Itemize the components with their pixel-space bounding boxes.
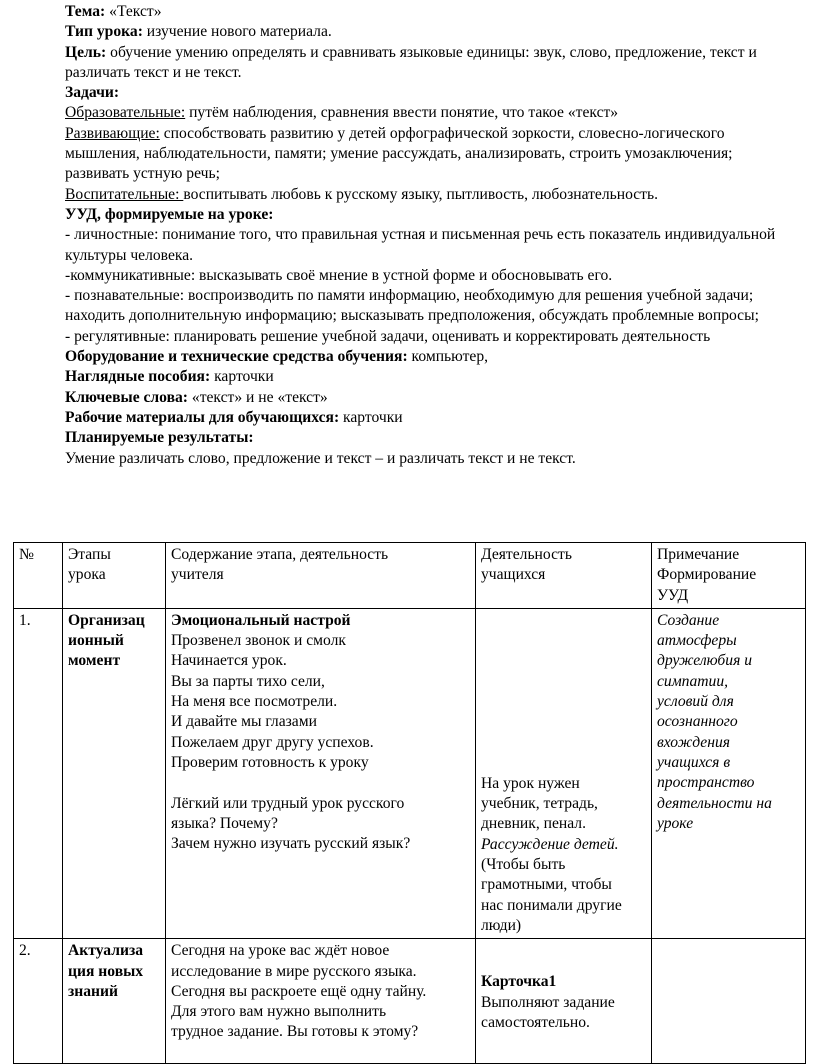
row-number: 1. (14, 608, 63, 938)
content-cell: Эмоциональный настрой Прозвенел звонок и смолк Начинается урок. Вы за парты тихо сели, На меня все посмотрели. И давайте мы глазами Пожелаем друг другу успехов. Проверим готовность к уроку Лёгкий или трудный урок русского языка? Почему? Зачем нужно изучать русский язык? (166, 608, 476, 938)
col-content-header: Содержание этапа, деятельность учителя (166, 543, 476, 609)
note-cell: Создание атмосферы дружелюбия и симпатии, условий для осознанного вхождения учащихся в пространство деятельности на уроке (652, 608, 806, 938)
lesson-plan-table (13, 542, 806, 1064)
uud-communicative: -коммуникативные: высказывать своё мнение в устной форме и обосновывать его. (65, 266, 613, 284)
card-title: Карточка1 (481, 973, 557, 991)
goal-line: Цель: обучение умению определять и сравнивать языковые единицы: звук, слово, предложение, текст и различать текст и не текст. (65, 43, 757, 81)
row-number: 2. (14, 939, 63, 1064)
uud-regulatory: - регулятивные: планировать решение учебной задачи, оценивать и корректировать деятельность (65, 327, 711, 345)
uud-personal: - личностные: понимание того, что правильная устная и письменная речь есть показатель индивидуальной культуры человека. (65, 226, 776, 264)
materials-line: Рабочие материалы для обучающихся: карточки (65, 408, 403, 426)
lesson-header (65, 2, 785, 469)
uud-heading: УУД, формируемые на уроке: (65, 205, 274, 223)
content-cell: Сегодня на уроке вас ждёт новое исследование в мире русского языка. Сегодня вы раскроете ещё одну тайну. Для этого вам нужно выполнить трудное задание. Вы готовы к этому? (166, 939, 476, 1064)
visual-aids-line: Наглядные пособия: карточки (65, 368, 274, 386)
upbringing-task: Воспитательные: воспитывать любовь к русскому языку, пытливость, любознательность. (65, 185, 659, 203)
developmental-task: Развивающие: способствовать развитию у детей орфографической зоркости, словесно-логического мышления, наблюдательности, памяти; умение рассуждать, анализировать, строить умозаключения; развивать устную речь; (65, 124, 733, 183)
col-note-header: Примечание Формирование УУД (652, 543, 806, 609)
table-header-row (14, 543, 806, 609)
table-row (14, 939, 806, 1064)
topic-line: Тема: «Текст» (65, 3, 162, 20)
col-num-header: № (14, 543, 63, 609)
lesson-type-line: Тип урока: изучение нового материала. (65, 23, 332, 41)
note-cell (652, 939, 806, 1064)
educational-task: Образовательные: путём наблюдения, сравнения ввести понятие, что такое «текст» (65, 104, 619, 122)
col-activity-header: Деятельность учащихся (476, 543, 652, 609)
stage-cell: Организац ионный момент (63, 608, 166, 938)
tasks-heading: Задачи: (65, 84, 120, 102)
uud-cognitive: - познавательные: воспроизводить по памяти информацию, необходимую для решения учебной задачи; находить дополнительную информацию; высказывать предположения, обсуждать проблемные вопросы; (65, 287, 759, 325)
results-heading: Планируемые результаты: (65, 429, 254, 447)
activity-cell: Карточка1 Выполняют задание самостоятельно. (476, 939, 652, 1064)
content-title: Эмоциональный настрой (171, 611, 351, 629)
keywords-line: Ключевые слова: «текст» и не «текст» (65, 388, 328, 406)
stage-cell: Актуализа ция новых знаний (63, 939, 166, 1064)
table-row (14, 608, 806, 938)
results-text: Умение различать слово, предложение и текст – и различать текст и не текст. (65, 449, 576, 467)
activity-cell: На урок нужен учебник, тетрадь, дневник, пенал. Рассуждение детей. (Чтобы быть грамотными, чтобы нас понимали другие люди) (476, 608, 652, 938)
equipment-line: Оборудование и технические средства обучения: компьютер, (65, 348, 489, 366)
col-stage-header: Этапы урока (63, 543, 166, 609)
